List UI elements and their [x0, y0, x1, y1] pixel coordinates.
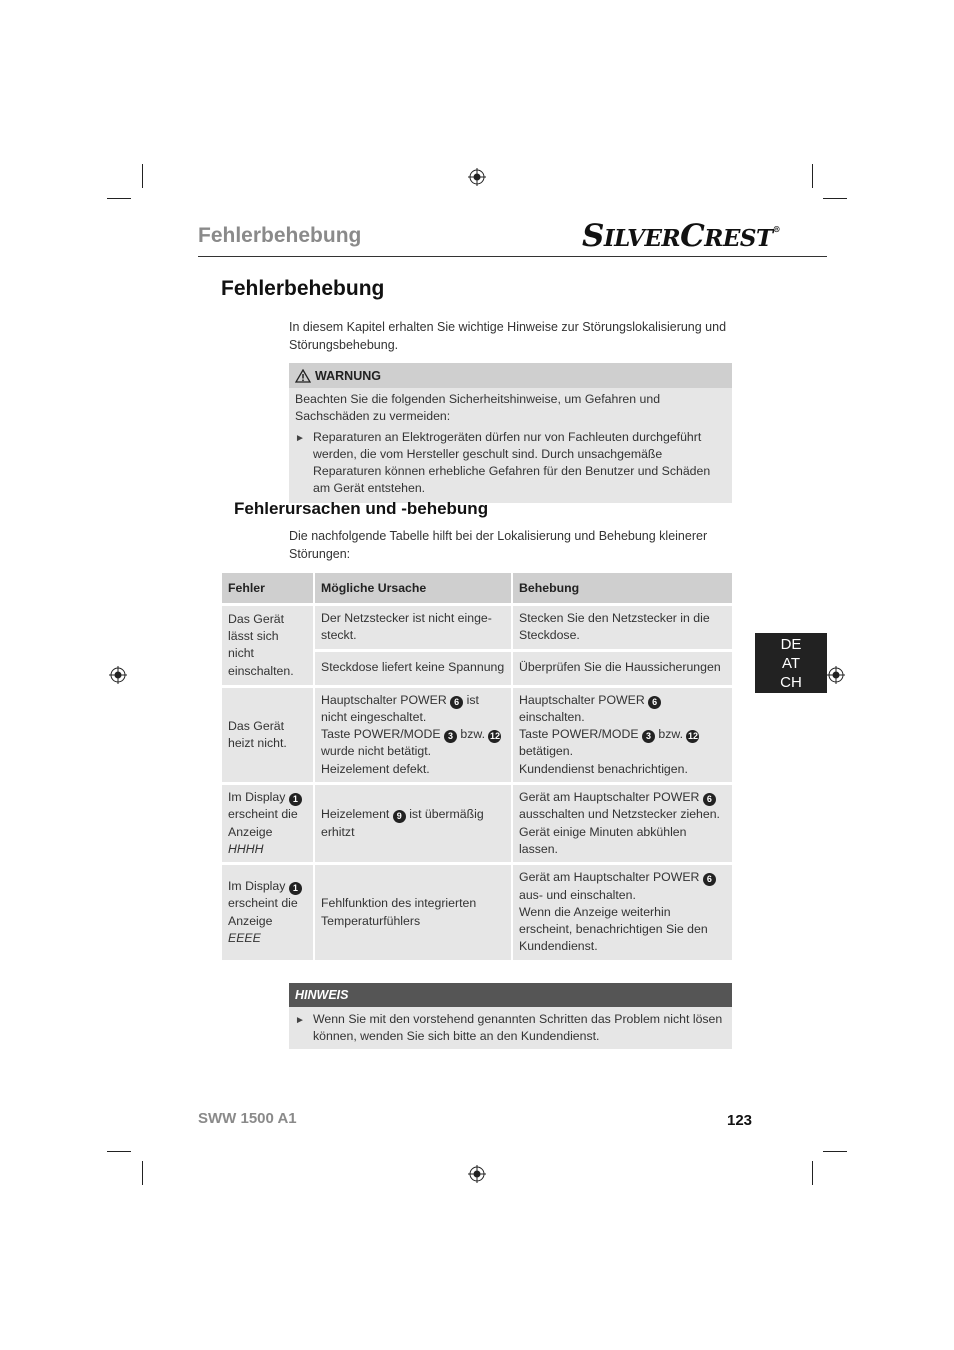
crop-mark [823, 198, 847, 199]
warning-triangle-icon [295, 369, 311, 383]
table-cell-behebung: Überprüfen Sie die Haussicherungen [512, 650, 732, 686]
bullet-arrow-icon: ► [295, 433, 305, 444]
language-tab [755, 633, 827, 693]
header-rule [198, 256, 827, 257]
language-code: DE [780, 636, 802, 653]
subsection-title: Fehlerursachen und -behebung [234, 499, 489, 518]
ref-number-badge: 9 [393, 810, 406, 823]
table-row [222, 605, 732, 651]
ref-number-badge: 1 [289, 882, 302, 895]
table-cell-fehler: Im Display 1 erscheint die Anzeige HHHH [222, 784, 314, 864]
ref-number-badge: 1 [289, 793, 302, 806]
ref-number-badge: 3 [444, 730, 457, 743]
table-cell-fehler: Das Gerät lässt sich nicht einschalten. [222, 605, 314, 687]
table-cell-ursache: Hauptschalter POWER 6 ist nicht eingeschaltet. Taste POWER/MODE 3 bzw. 12 wurde nicht betätigt. Heizelement defekt. [314, 686, 512, 783]
table-header: Behebung [512, 573, 732, 605]
crop-mark [142, 1161, 143, 1185]
table-header-row [222, 573, 732, 605]
warning-title: WARNUNG [315, 368, 381, 383]
note-header: HINWEIS [289, 983, 732, 1007]
table-row [222, 864, 732, 960]
brand-logo: SILVERCREST® [582, 218, 781, 254]
footer-model: SWW 1500 A1 [198, 1110, 297, 1127]
crop-mark [823, 1151, 847, 1152]
table-row [222, 686, 732, 783]
table-cell-ursache: Der Netzstecker ist nicht einge-steckt. [314, 605, 512, 651]
registration-mark-icon [109, 666, 127, 684]
table-header: Mögliche Ursache [314, 573, 512, 605]
bullet-arrow-icon: ► [295, 1015, 305, 1026]
note-box [289, 983, 732, 1049]
table-cell-fehler: Im Display 1 erscheint die Anzeige EEEE [222, 864, 314, 960]
warning-box [289, 363, 732, 503]
ref-number-badge: 3 [642, 730, 655, 743]
note-bullet: Wenn Sie mit den vorstehend genannten Schritten das Problem nicht lösen können, wenden Sie sich bitte an den Kundendienst. [313, 1012, 723, 1043]
registration-mark-icon [827, 666, 845, 684]
table-cell-behebung: Gerät am Hauptschalter POWER 6 aus- und einschalten. Wenn die Anzeige weiterhin erscheint, benachrichtigen Sie den Kundendienst. [512, 864, 732, 960]
table-cell-fehler: Das Gerät heizt nicht. [222, 686, 314, 783]
crop-mark [107, 1151, 131, 1152]
ref-number-badge: 6 [450, 696, 463, 709]
registration-mark-icon [468, 1165, 486, 1183]
language-code: AT [781, 655, 801, 672]
table-cell-ursache: Steckdose liefert keine Spannung [314, 650, 512, 686]
intro-text: In diesem Kapitel erhalten Sie wichtige Hinweise zur Störungslokalisierung und Störungsbehebung. [289, 320, 727, 352]
warning-text: Beachten Sie die folgenden Sicherheitshinweise, um Gefahren und Sachschäden zu vermeiden: [295, 392, 661, 423]
table-header: Fehler [222, 573, 314, 605]
subsection-intro: Die nachfolgende Tabelle hilft bei der Lokalisierung und Behebung kleinerer Störungen: [289, 529, 708, 561]
table-row [222, 784, 732, 864]
ref-number-badge: 12 [489, 731, 500, 742]
crop-mark [107, 198, 131, 199]
table-cell-ursache: Fehlfunktion des integrierten Temperaturfühlers [314, 864, 512, 960]
table-cell-behebung: Stecken Sie den Netzstecker in die Steckdose. [512, 605, 732, 651]
language-code: CH [780, 674, 802, 691]
ref-number-badge: 12 [687, 731, 698, 742]
warning-bullet: Reparaturen an Elektrogeräten dürfen nur von Fachleuten durchgeführt werden, die vom Hersteller geschult sind. Durch unsachgemäße Reparaturen können erhebliche Gefahren für den Benutzer und Schäden am Gerät entstehen. [313, 430, 711, 495]
header-title: Fehlerbehebung [198, 224, 362, 247]
page-number: 123 [727, 1112, 753, 1129]
crop-mark [812, 1161, 813, 1185]
ref-number-badge: 6 [648, 696, 661, 709]
table-cell-behebung: Gerät am Hauptschalter POWER 6 ausschalten und Netzstecker ziehen. Gerät einige Minuten abkühlen lassen. [512, 784, 732, 864]
troubleshooting-table [222, 573, 732, 960]
crop-mark [812, 164, 813, 188]
ref-number-badge: 6 [703, 793, 716, 806]
registration-mark-icon [468, 168, 486, 186]
page-title: Fehlerbehebung [221, 277, 385, 300]
table-cell-behebung: Hauptschalter POWER 6 einschalten. Taste POWER/MODE 3 bzw. 12 betätigen. Kundendienst benachrichtigen. [512, 686, 732, 783]
ref-number-badge: 6 [703, 873, 716, 886]
crop-mark [142, 164, 143, 188]
table-cell-ursache: Heizelement 9 ist übermäßig erhitzt [314, 784, 512, 864]
warning-header [289, 363, 732, 388]
